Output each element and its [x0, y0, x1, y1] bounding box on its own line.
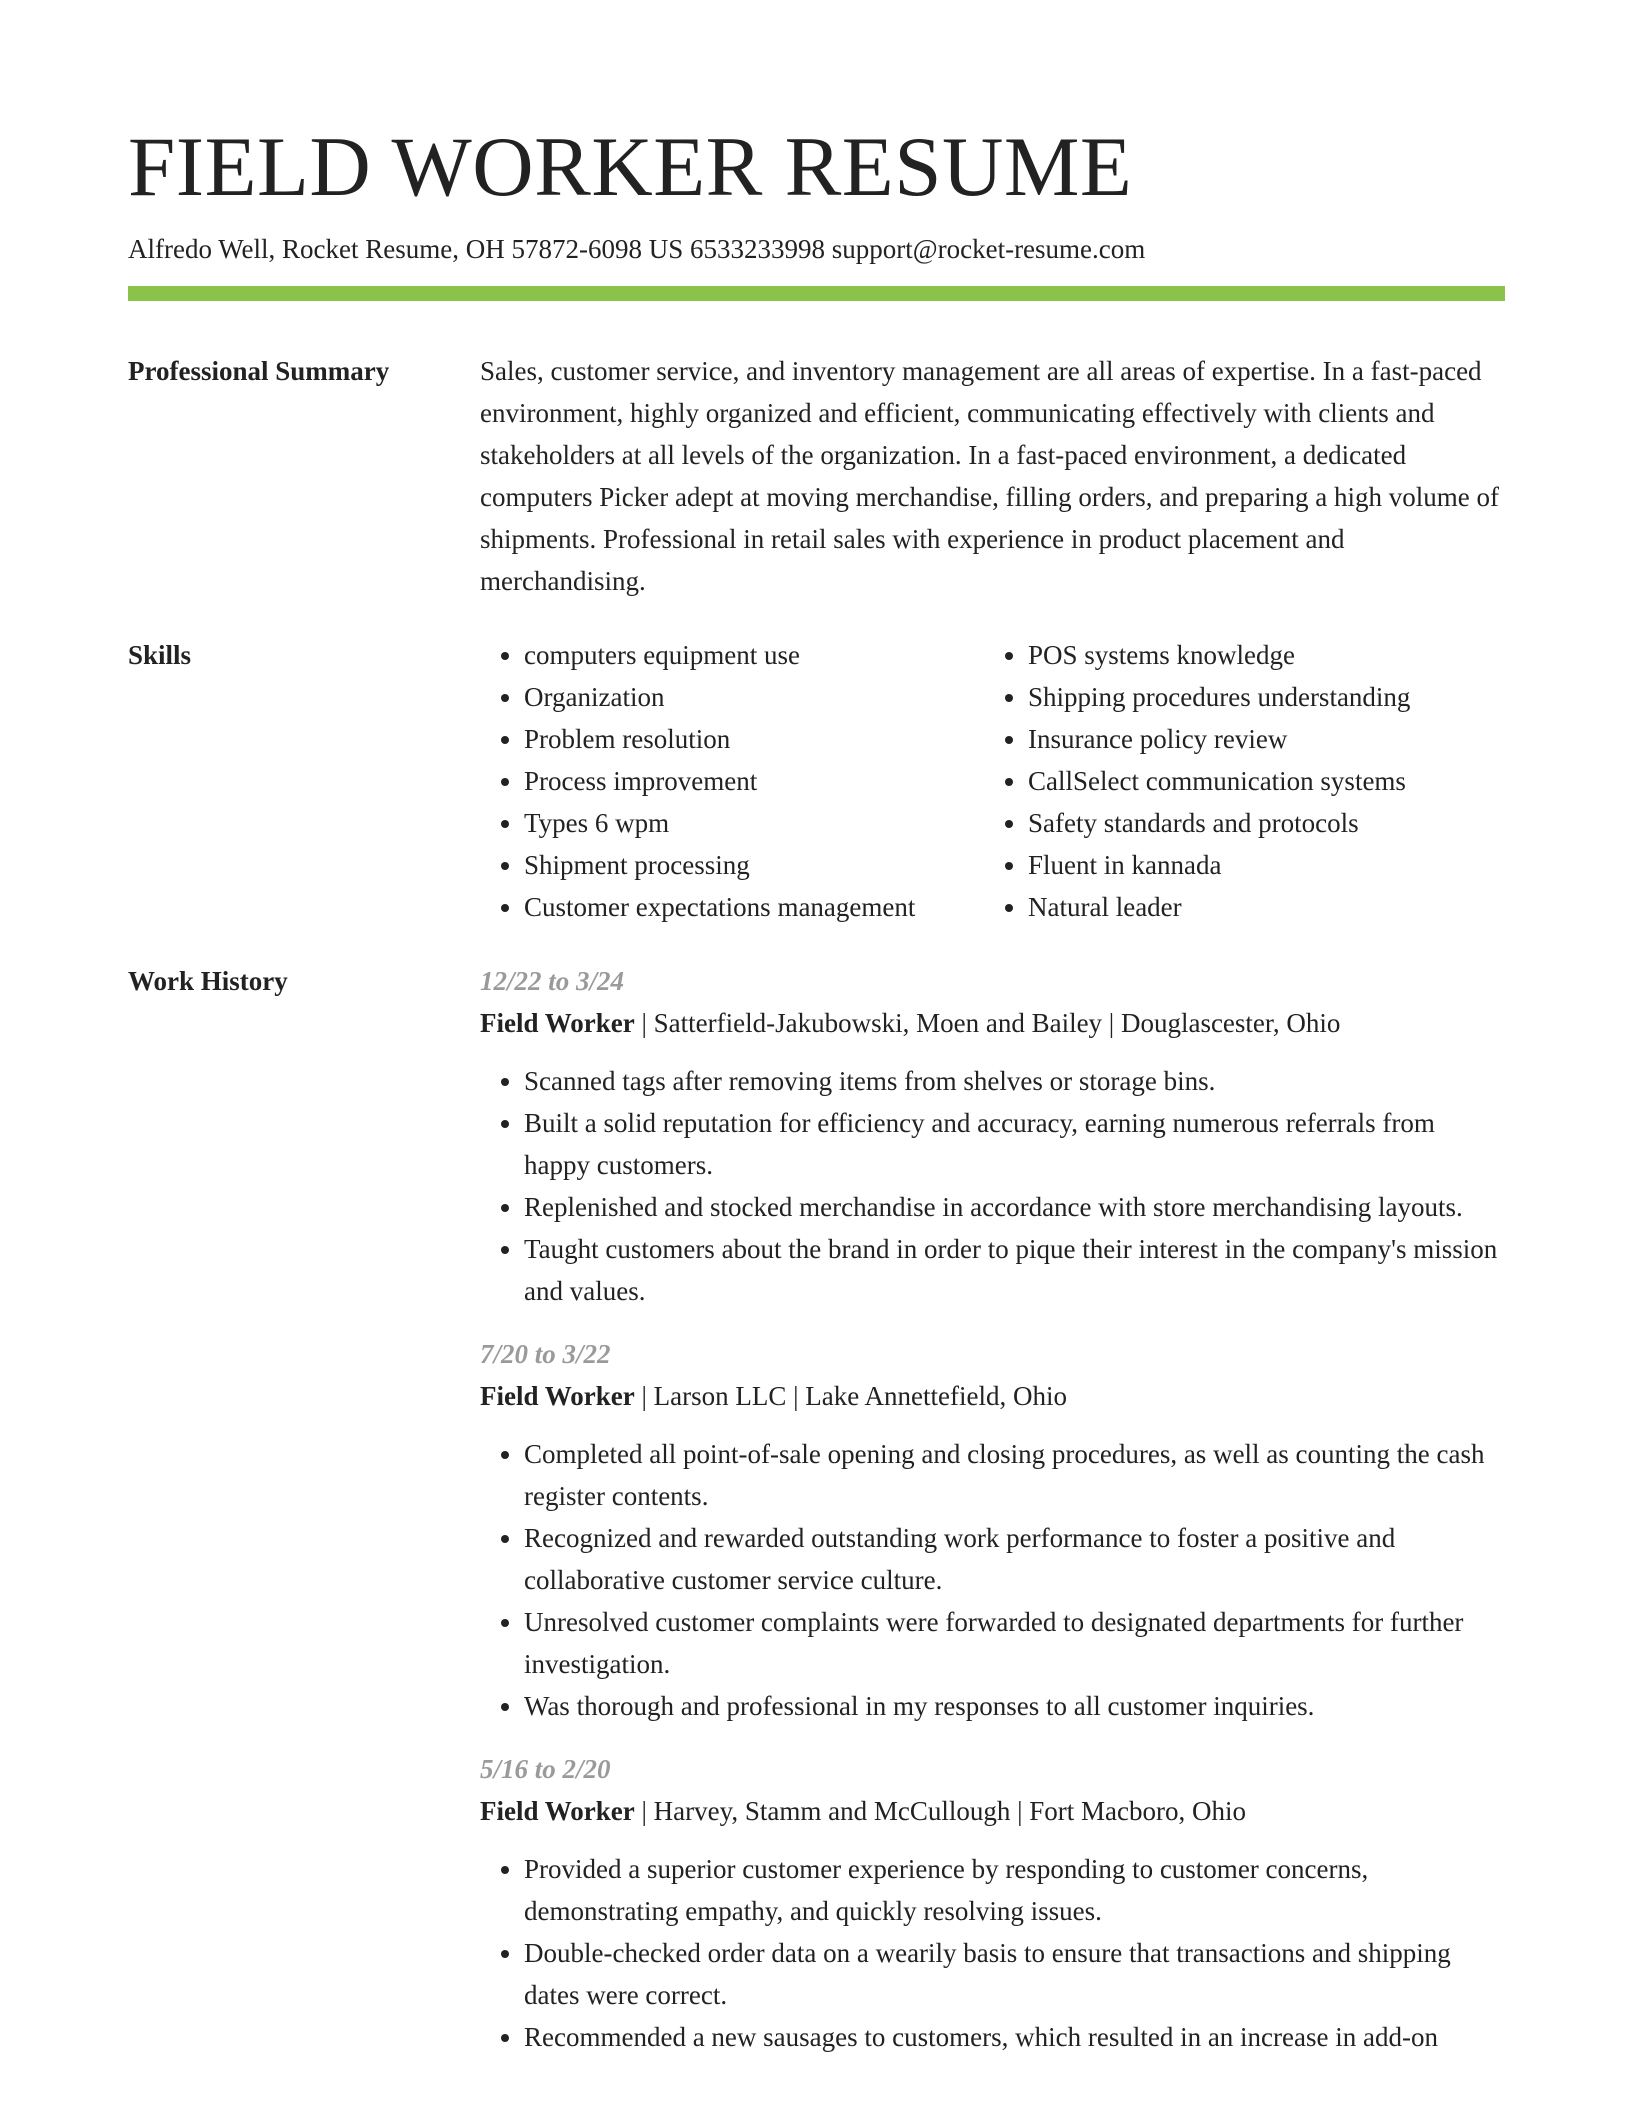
summary-heading: Professional Summary [128, 356, 390, 386]
skill-item: • Types 6 wpm [524, 802, 984, 844]
job-bullet: • Built a solid reputation for efficiency and accuracy, earning numerous referrals from happy customers. [524, 1102, 1505, 1186]
skill-item: • computers equipment use [524, 634, 984, 676]
job-title: Field Worker [480, 1796, 635, 1826]
summary-text: Sales, customer service, and inventory management are all areas of expertise. In a fast-paced environment, highly organized and efficient, communicating effectively with clients and stakeholders at all levels of the organization. In a fast-paced environment, a dedicated computers Picker adept at moving merchandise, filling orders, and preparing a high volume of shipments. Professional in retail sales with experience in product placement and merchandising. [480, 356, 1499, 596]
job-dates: 12/22 to 3/24 [480, 966, 625, 996]
skill-item: • Fluent in kannada [1028, 844, 1488, 886]
job-entry [480, 1333, 1505, 1727]
skill-item: • Natural leader [1028, 886, 1488, 928]
job-company-location: | Larson LLC | Lake Annettefield, Ohio [634, 1381, 1067, 1411]
accent-divider [128, 286, 1505, 301]
job-bullet: • Completed all point-of-sale opening and closing procedures, as well as counting the cash register contents. [524, 1433, 1505, 1517]
job-company-location: | Satterfield-Jakubowski, Moen and Bailey | Douglascester, Ohio [634, 1008, 1341, 1038]
job-entry [480, 960, 1505, 1312]
job-bullet: • Was thorough and professional in my responses to all customer inquiries. [524, 1685, 1505, 1727]
skill-item: • Problem resolution [524, 718, 984, 760]
job-title: Field Worker [480, 1381, 635, 1411]
resume-title: FIELD WORKER RESUME [128, 120, 1133, 214]
skill-item: • Insurance policy review [1028, 718, 1488, 760]
skill-item: • Shipping procedures understanding [1028, 676, 1488, 718]
job-bullet: • Provided a superior customer experience by responding to customer concerns, demonstrating empathy, and quickly resolving issues. [524, 1848, 1505, 1932]
contact-line: Alfredo Well, Rocket Resume, OH 57872-6098 US 6533233998 support@rocket-resume.com [128, 234, 1146, 264]
job-bullet: • Unresolved customer complaints were forwarded to designated departments for further investigation. [524, 1601, 1505, 1685]
job-bullets [480, 1433, 1505, 1727]
job-entry [480, 1748, 1505, 2058]
job-bullet: • Double-checked order data on a wearily basis to ensure that transactions and shipping dates were correct. [524, 1932, 1505, 2016]
skill-item: • Process improvement [524, 760, 984, 802]
job-bullet: • Scanned tags after removing items from shelves or storage bins. [524, 1060, 1505, 1102]
job-heading [480, 1375, 1505, 1417]
skills-list-left [480, 634, 984, 928]
skills-section [480, 634, 1505, 928]
job-company-location: | Harvey, Stamm and McCullough | Fort Macboro, Ohio [634, 1796, 1246, 1826]
job-bullets [480, 1060, 1505, 1312]
job-heading [480, 1790, 1505, 1832]
job-bullet: • Recognized and rewarded outstanding work performance to foster a positive and collaborative customer service culture. [524, 1517, 1505, 1601]
work-history-section [480, 960, 1505, 2079]
skill-item: • POS systems knowledge [1028, 634, 1488, 676]
skill-item: • Shipment processing [524, 844, 984, 886]
job-heading [480, 1002, 1505, 1044]
job-bullet: • Replenished and stocked merchandise in accordance with store merchandising layouts. [524, 1186, 1505, 1228]
skill-item: • Safety standards and protocols [1028, 802, 1488, 844]
work-history-heading: Work History [128, 966, 288, 996]
skill-item: • CallSelect communication systems [1028, 760, 1488, 802]
skill-item: • Customer expectations management [524, 886, 984, 928]
job-bullets [480, 1848, 1505, 2058]
skill-item: • Organization [524, 676, 984, 718]
job-title: Field Worker [480, 1008, 635, 1038]
job-bullet: • Taught customers about the brand in order to pique their interest in the company's mission and values. [524, 1228, 1505, 1312]
job-dates: 5/16 to 2/20 [480, 1754, 611, 1784]
job-bullet: • Recommended a new sausages to customers, which resulted in an increase in add-on [524, 2016, 1505, 2058]
job-dates: 7/20 to 3/22 [480, 1339, 611, 1369]
skills-list-right [984, 634, 1488, 928]
summary-section [480, 350, 1505, 602]
skills-heading: Skills [128, 640, 192, 670]
